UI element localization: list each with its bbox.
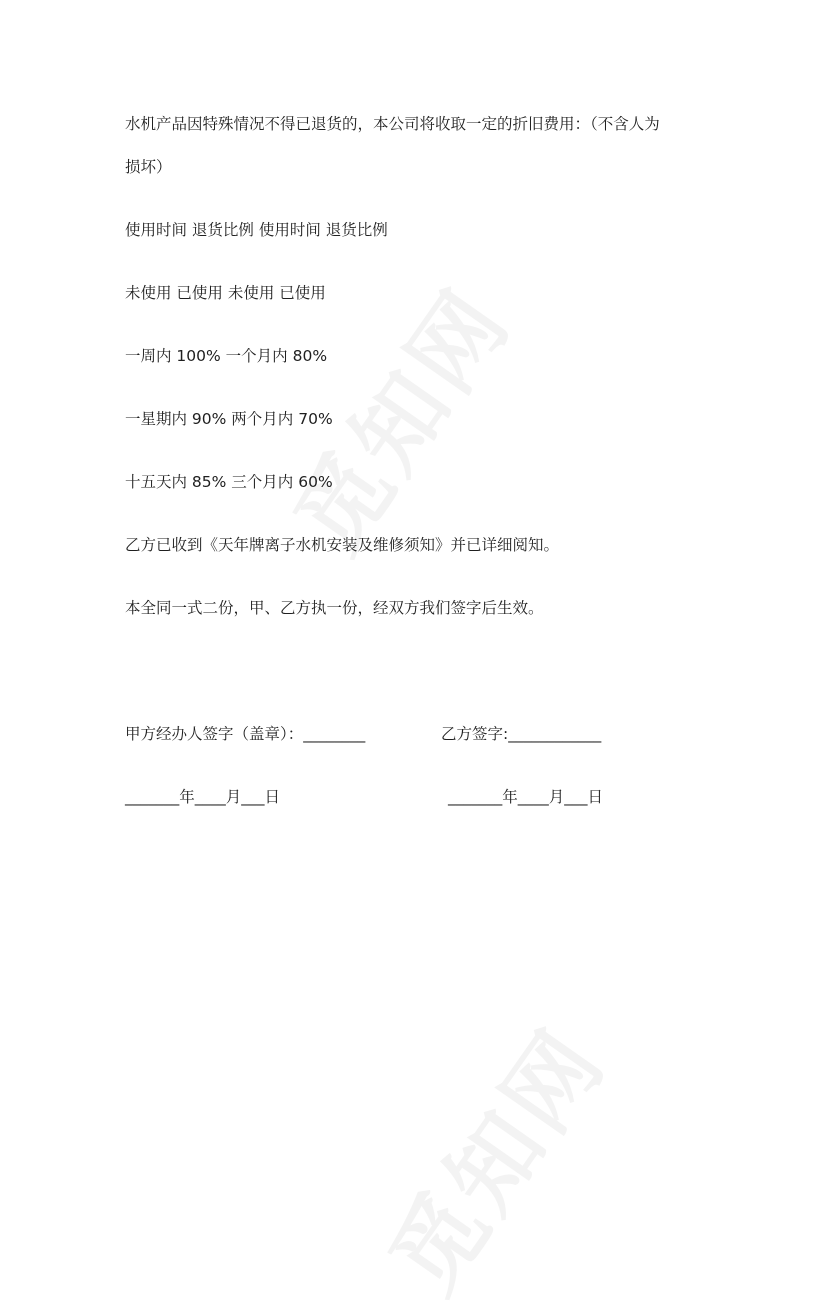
refund-policy-text-continued: 损坏） [125, 158, 172, 176]
party-a-signature-field: 甲方经办人签字（盖章）：________ [125, 725, 366, 743]
party-b-signature-field: 乙方签字:____________ [441, 725, 602, 743]
party-b-date-field: _______年____月___日 [448, 788, 604, 806]
refund-table-header: 使用时间 退货比例 使用时间 退货比例 [125, 221, 388, 239]
refund-table-row: 十五天内 85% 三个月内 60% [125, 473, 333, 491]
refund-policy-text: 水机产品因特殊情况不得已退货的，本公司将收取一定的折旧费用：（不含人为 [125, 115, 660, 133]
refund-table-row: 一星期内 90% 两个月内 70% [125, 410, 333, 428]
watermark-lower [354, 998, 631, 1314]
refund-table-subheader: 未使用 已使用 未使用 已使用 [125, 284, 326, 302]
party-a-date-field: _______年____月___日 [125, 788, 281, 806]
copies-statement: 本全同一式二份，甲、乙方执一份，经双方我们签字后生效。 [125, 599, 544, 617]
acknowledgement-text: 乙方已收到《天年牌离子水机安装及维修须知》并已详细阅知。 [125, 536, 560, 554]
refund-table-row: 一周内 100% 一个月内 80% [125, 347, 328, 365]
